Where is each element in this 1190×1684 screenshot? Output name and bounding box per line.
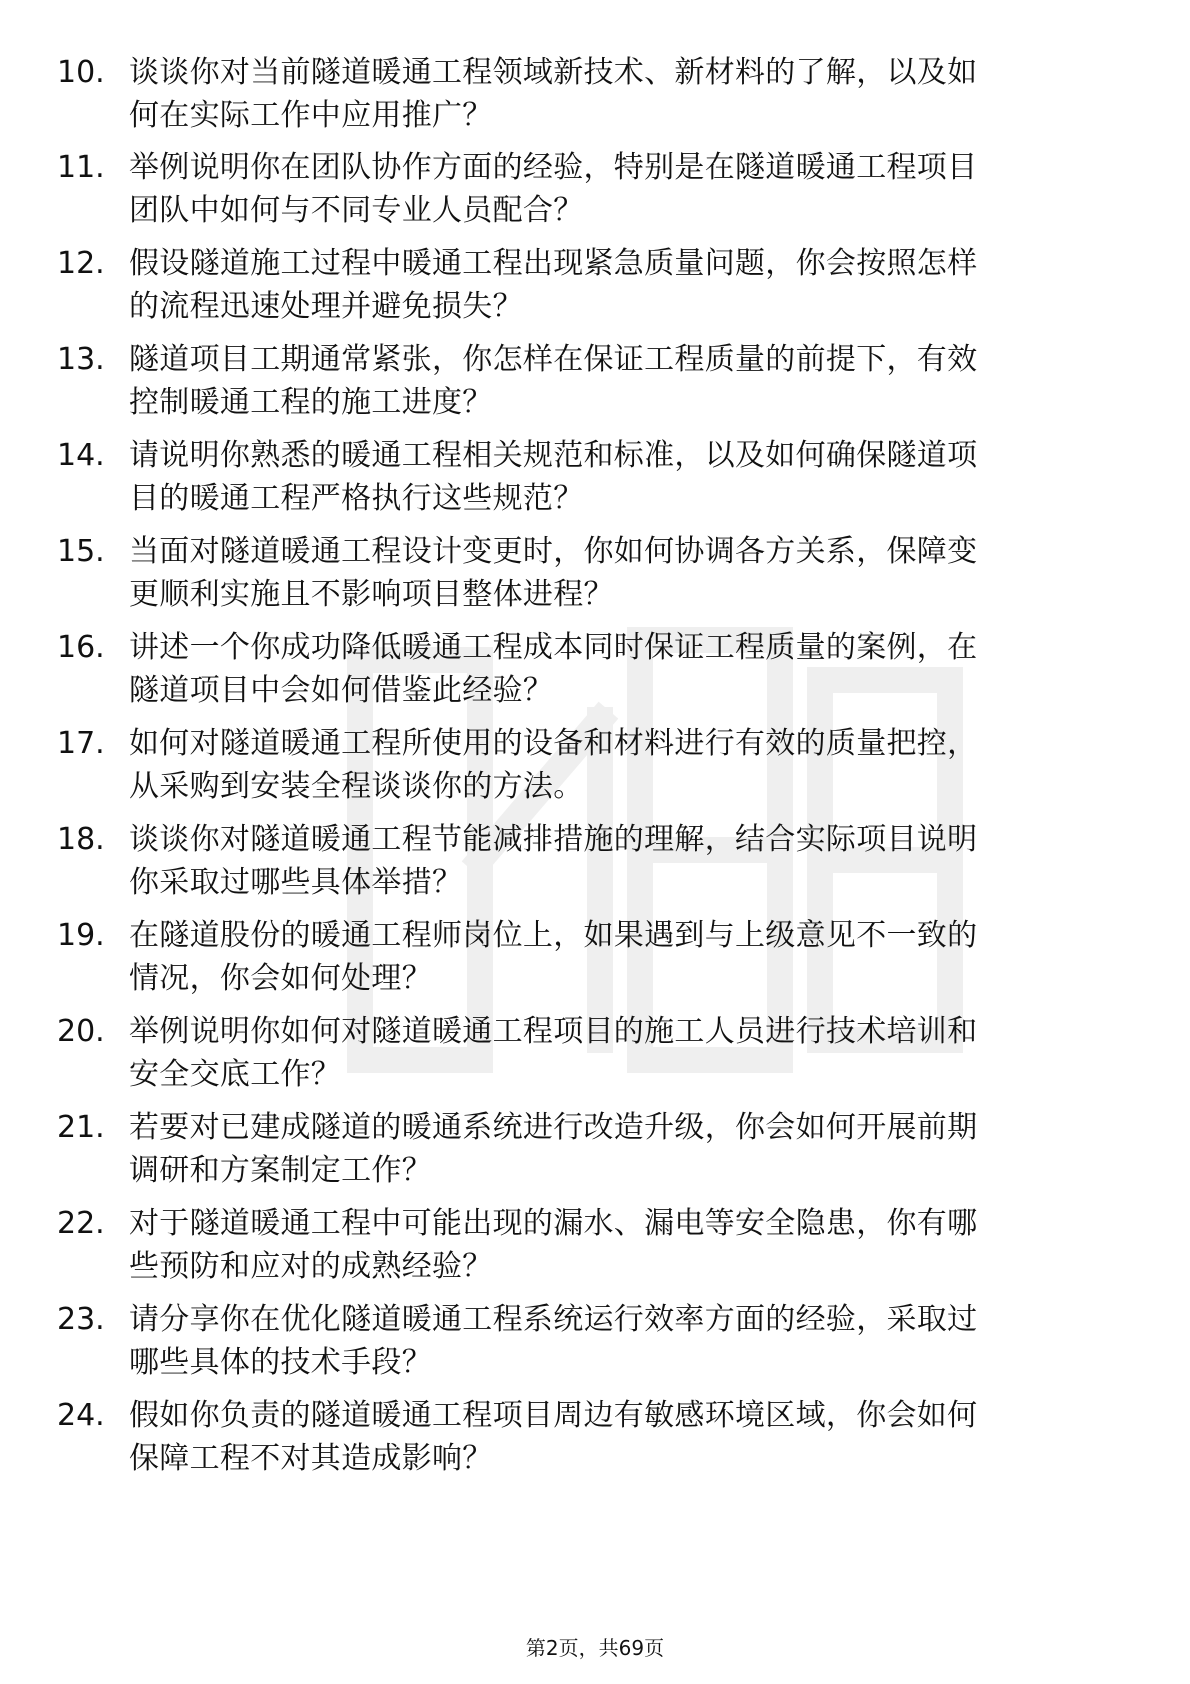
question-text-line: 何在实际工作中应用推广？ (129, 98, 493, 133)
question-text-line: 你采取过哪些具体举措？ (129, 865, 463, 900)
question-text-line: 谈谈你对隧道暖通工程节能减排措施的理解，结合实际项目说明 (129, 822, 978, 857)
question-number: 13. (57, 342, 105, 377)
question-number: 16. (57, 630, 105, 665)
question-number: 24. (57, 1398, 105, 1433)
question-text-line: 当面对隧道暖通工程设计变更时，你如何协调各方关系，保障变 (129, 534, 978, 569)
question-text-line: 请分享你在优化隧道暖通工程系统运行效率方面的经验，采取过 (129, 1302, 978, 1337)
question-text-line: 如何对隧道暖通工程所使用的设备和材料进行有效的质量把控， (129, 726, 978, 761)
question-text-line: 些预防和应对的成熟经验？ (129, 1249, 493, 1284)
question-number: 18. (57, 822, 105, 857)
question-text-line: 对于隧道暖通工程中可能出现的漏水、漏电等安全隐患，你有哪 (129, 1206, 978, 1241)
question-text-line: 举例说明你如何对隧道暖通工程项目的施工人员进行技术培训和 (129, 1014, 978, 1049)
question-text-line: 团队中如何与不同专业人员配合？ (129, 193, 584, 228)
question-number: 22. (57, 1206, 105, 1241)
question-text-line: 调研和方案制定工作？ (129, 1153, 432, 1188)
question-number: 11. (57, 150, 105, 185)
question-text-line: 情况，你会如何处理？ (129, 961, 432, 996)
question-number: 21. (57, 1110, 105, 1145)
question-text-line: 请说明你熟悉的暖通工程相关规范和标准，以及如何确保隧道项 (129, 438, 978, 473)
question-text-line: 在隧道股份的暖通工程师岗位上，如果遇到与上级意见不一致的 (129, 918, 978, 953)
question-number: 17. (57, 726, 105, 761)
question-text-line: 若要对已建成隧道的暖通系统进行改造升级，你会如何开展前期 (129, 1110, 978, 1145)
question-number: 19. (57, 918, 105, 953)
question-text-line: 哪些具体的技术手段？ (129, 1345, 432, 1380)
question-text-line: 隧道项目中会如何借鉴此经验？ (129, 673, 554, 708)
question-text-line: 举例说明你在团队协作方面的经验，特别是在隧道暖通工程项目 (129, 150, 978, 185)
question-number: 20. (57, 1014, 105, 1049)
question-text-line: 安全交底工作？ (129, 1057, 342, 1092)
question-text-line: 假如你负责的隧道暖通工程项目周边有敏感环境区域，你会如何 (129, 1398, 978, 1433)
question-text-line: 谈谈你对当前隧道暖通工程领域新技术、新材料的了解，以及如 (129, 55, 978, 90)
question-text-line: 保障工程不对其造成影响？ (129, 1441, 493, 1476)
question-text-line: 更顺利实施且不影响项目整体进程？ (129, 577, 614, 612)
question-text-line: 控制暖通工程的施工进度？ (129, 385, 493, 420)
question-text-line: 的流程迅速处理并避免损失？ (129, 289, 523, 324)
question-number: 10. (57, 55, 105, 90)
question-text-line: 假设隧道施工过程中暖通工程出现紧急质量问题，你会按照怎样 (129, 246, 978, 281)
question-text-line: 隧道项目工期通常紧张，你怎样在保证工程质量的前提下，有效 (129, 342, 978, 377)
question-number: 12. (57, 246, 105, 281)
question-number: 15. (57, 534, 105, 569)
question-number: 23. (57, 1302, 105, 1337)
question-text-line: 目的暖通工程严格执行这些规范？ (129, 481, 584, 516)
question-number: 14. (57, 438, 105, 473)
page-footer: 第2页，共69页 (525, 1636, 665, 1660)
question-text-line: 从采购到安装全程谈谈你的方法。 (129, 769, 584, 804)
question-text-line: 讲述一个你成功降低暖通工程成本同时保证工程质量的案例，在 (129, 630, 978, 665)
